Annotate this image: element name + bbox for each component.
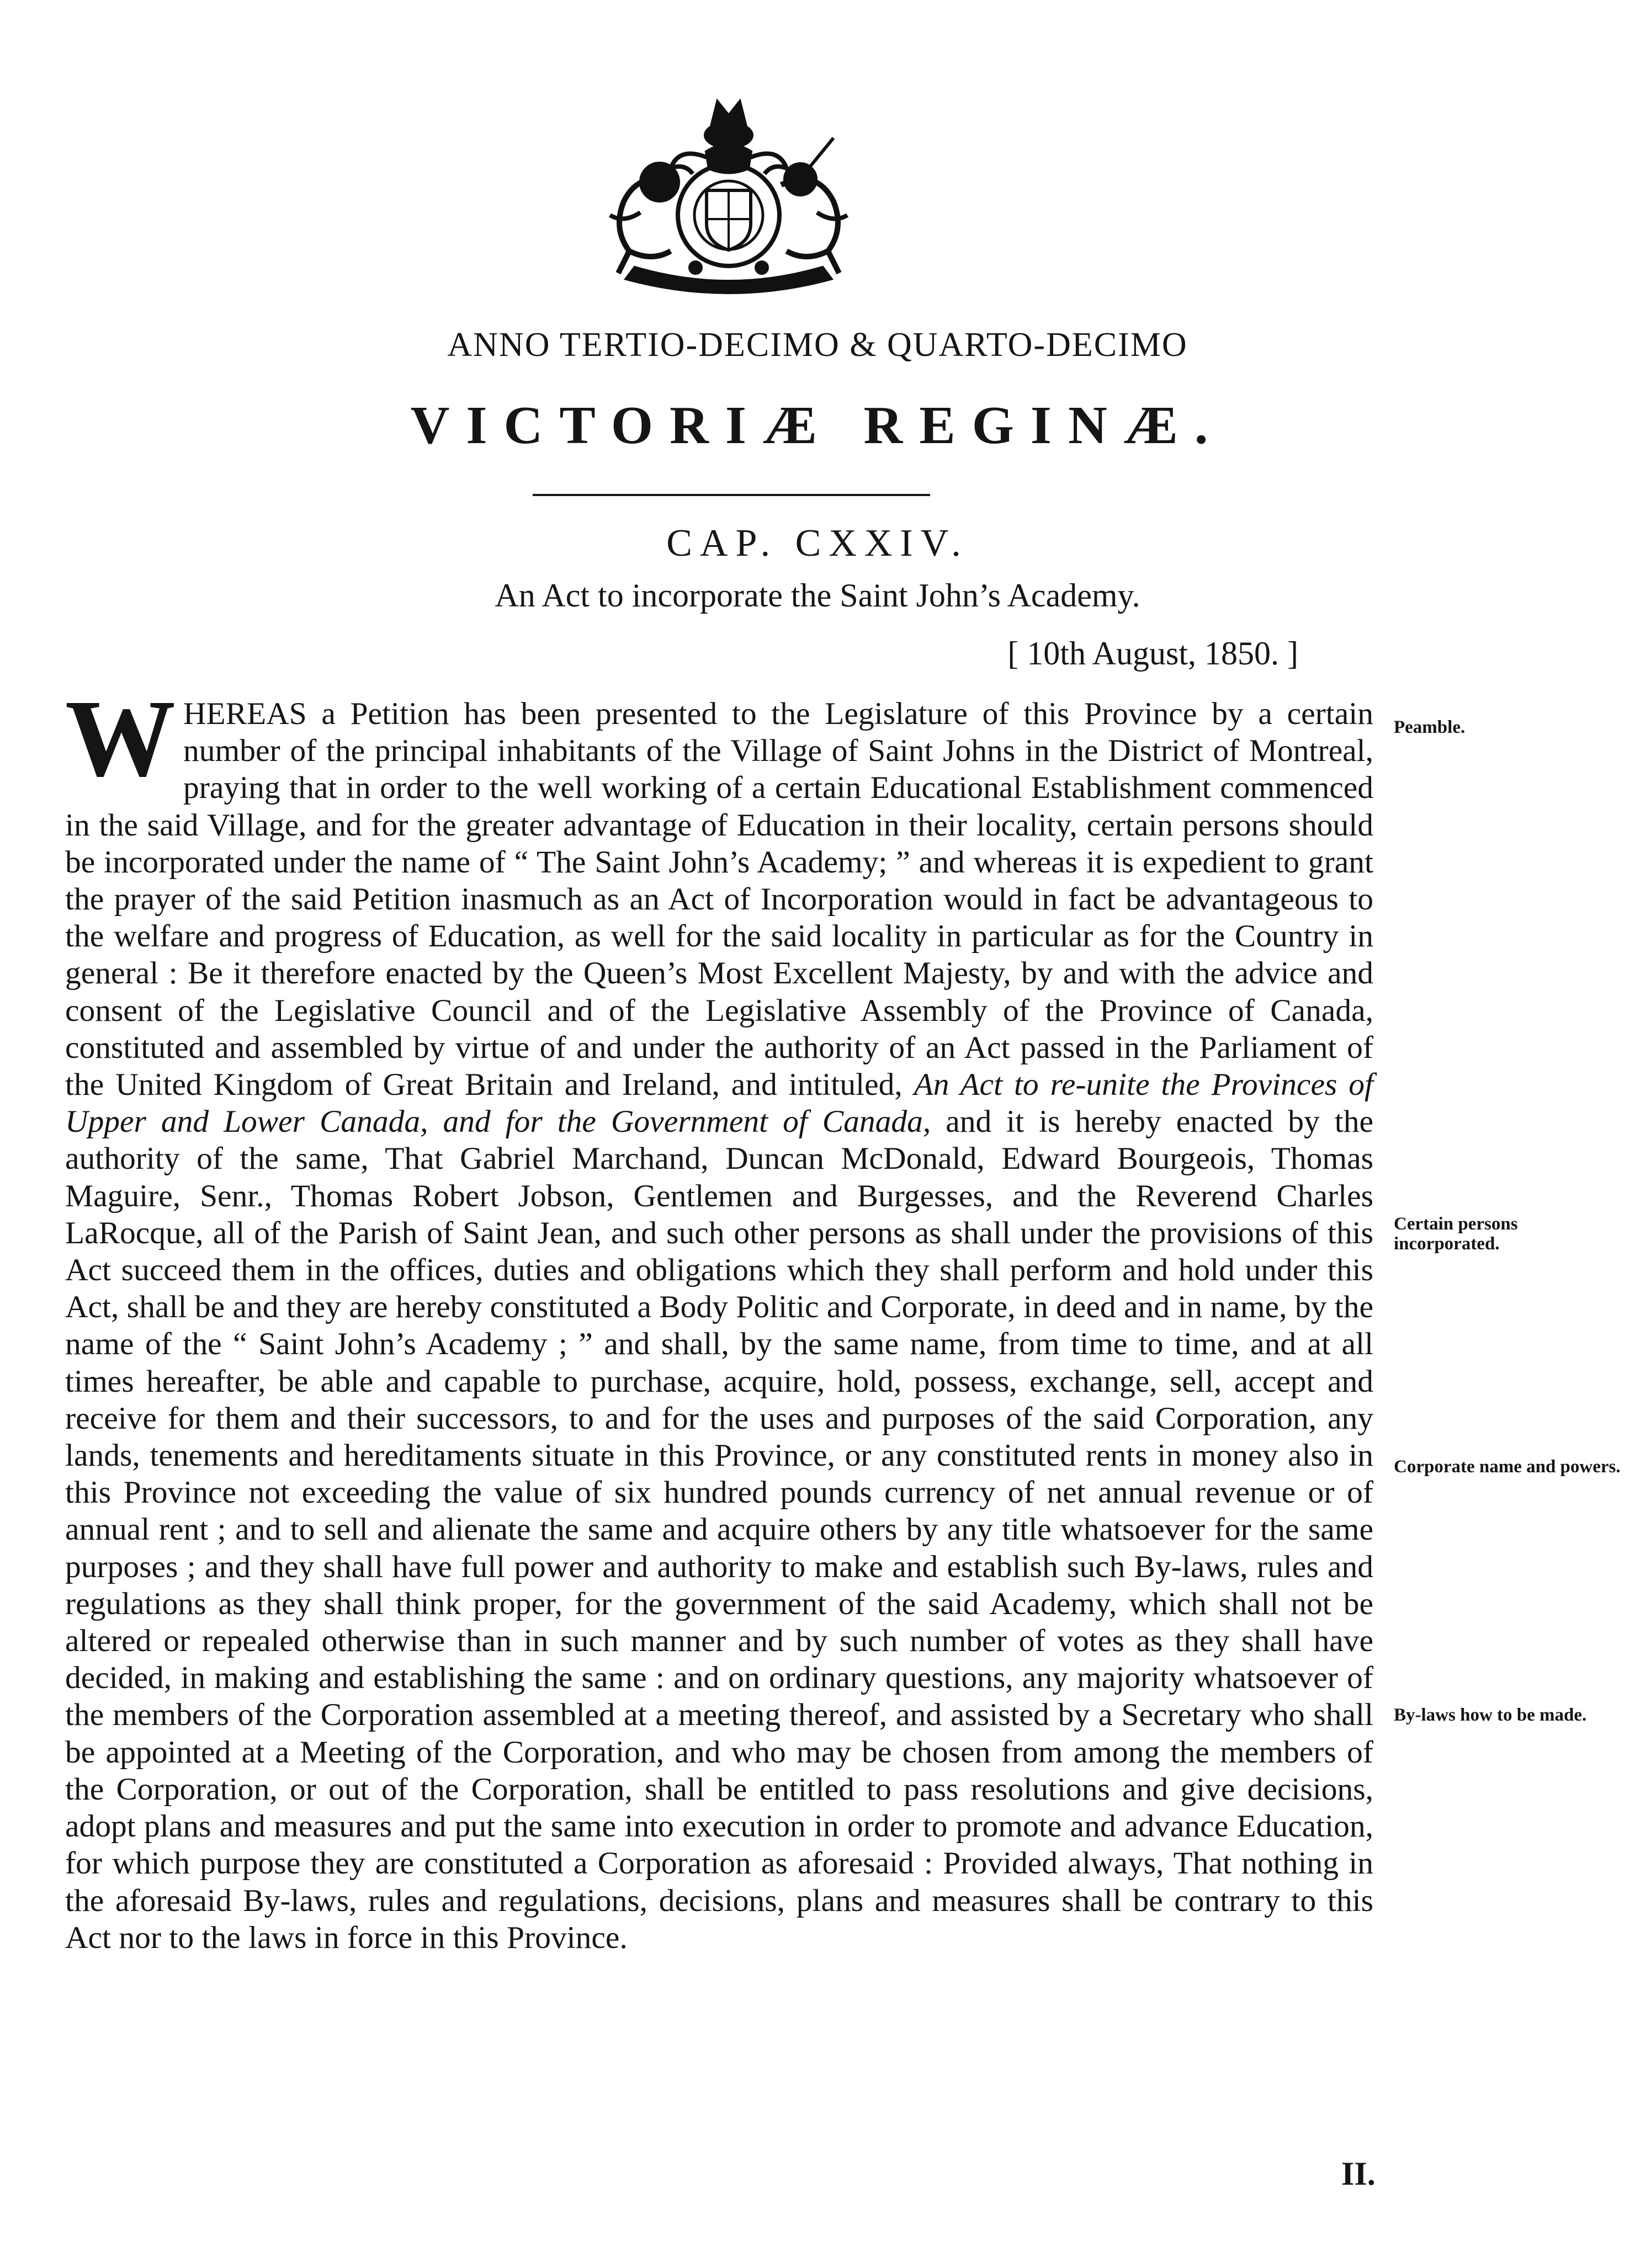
margin-note-bylaws: By-laws how to be made. (1394, 1705, 1587, 1725)
regnal-year-heading: ANNO TERTIO-DECIMO & QUARTO-DECIMO (447, 326, 1188, 364)
royal-coat-of-arms-icon (558, 86, 900, 295)
sovereign-heading: VICTORIÆ REGINÆ. (410, 396, 1225, 455)
margin-note-corporate-powers: Corporate name and powers. (1394, 1457, 1621, 1477)
body-text-part-1: HEREAS a Petition has been presented to the Legislature of this Province by a certain number of the principal inhabitants of the Village of Saint Johns in the District of Montreal, praying that in order to the well working of a certain Educational Establishment commenced in the said Village, and for the greater advantage of Education in their locality, certain persons should be incorporated under the name of “ The Saint John’s Academy; ” and whereas it is expedient to grant the prayer of the said Petition inasmuch as an Act of Incorporation would in fact be advantageous to the welfare and progress of Education, as well for the said locality in particular as for the Country in general : Be it therefore enacted by the Queen’s Most Excellent Majesty, by and with the advice and consent of the Legislative Council and of the Legislative Assembly of the Province of Canada, constituted and assembled by virtue of and under the authority of an Act passed in the Parliament of the United Kingdom of Great Britain and Ireland, and intituled, (65, 696, 1373, 1103)
drop-cap: W (65, 678, 176, 800)
cited-act-title: An Act to re-unite the Provinces of Upper and Lower Canada, and for the Government of Canada, (65, 1067, 1373, 1140)
chapter-number: CAP. CXXIV. (666, 522, 969, 565)
assent-date: [ 10th August, 1850. ] (1007, 635, 1298, 672)
margin-note-preamble: Peamble. (1394, 717, 1466, 737)
act-title: An Act to incorporate the Saint John’s Academy. (495, 577, 1140, 614)
catchword: II. (1341, 2155, 1376, 2192)
divider (533, 494, 930, 496)
margin-note-persons-incorporated: Certain persons incorporated. (1394, 1214, 1518, 1254)
act-body (65, 678, 1373, 1956)
body-text-part-2: and it is hereby enacted by the authority of the same, That Gabriel Marchand, Duncan McDonald, Edward Bourgeois, Thomas Maguire, Senr., Thomas Robert Jobson, Gentlemen and Burgesses, and the Reverend Charles LaRocque, all of the Parish of Saint Jean, and such other persons as shall under the provisions of this Act succeed them in the offices, duties and obligations which they shall perform and hold under this Act, shall be and they are hereby constituted a Body Politic and Corporate, in deed and in name, by the name of the “ Saint John’s Academy ; ” and shall, by the same name, from time to time, and at all times hereafter, be able and capable to purchase, acquire, hold, possess, exchange, sell, accept and receive for them and their successors, to and for the uses and purposes of the said Corporation, any lands, tenements and hereditaments situate in this Province, or any constituted rents in money also in this Province not exceeding the value of six hundred pounds currency of net annual revenue or of annual rent ; and to sell and alienate the same and acquire others by any title whatsoever for the same purposes ; and they shall have full power and authority to make and establish such By-laws, rules and regulations as they shall think proper, for the government of the said Academy, which shall not be altered or repealed otherwise than in such manner and by such number of votes as they shall have decided, in making and establishing the same : and on ordinary questions, any majority whatsoever of the members of the Corporation assembled at a meeting thereof, and assisted by a Secretary who shall be appointed at a Meeting of the Corporation, and who may be chosen from among the members of the Corporation, or out of the Corporation, shall be entitled to pass resolutions and give decisions, adopt plans and measures and put the same into execution in order to promote and advance Education, for which purpose they are constituted a Corporation as aforesaid : Provided always, That nothing in the aforesaid By-laws, rules and regulations, decisions, plans and measures shall be contrary to this Act nor to the laws in force in this Province. (65, 1104, 1373, 1955)
